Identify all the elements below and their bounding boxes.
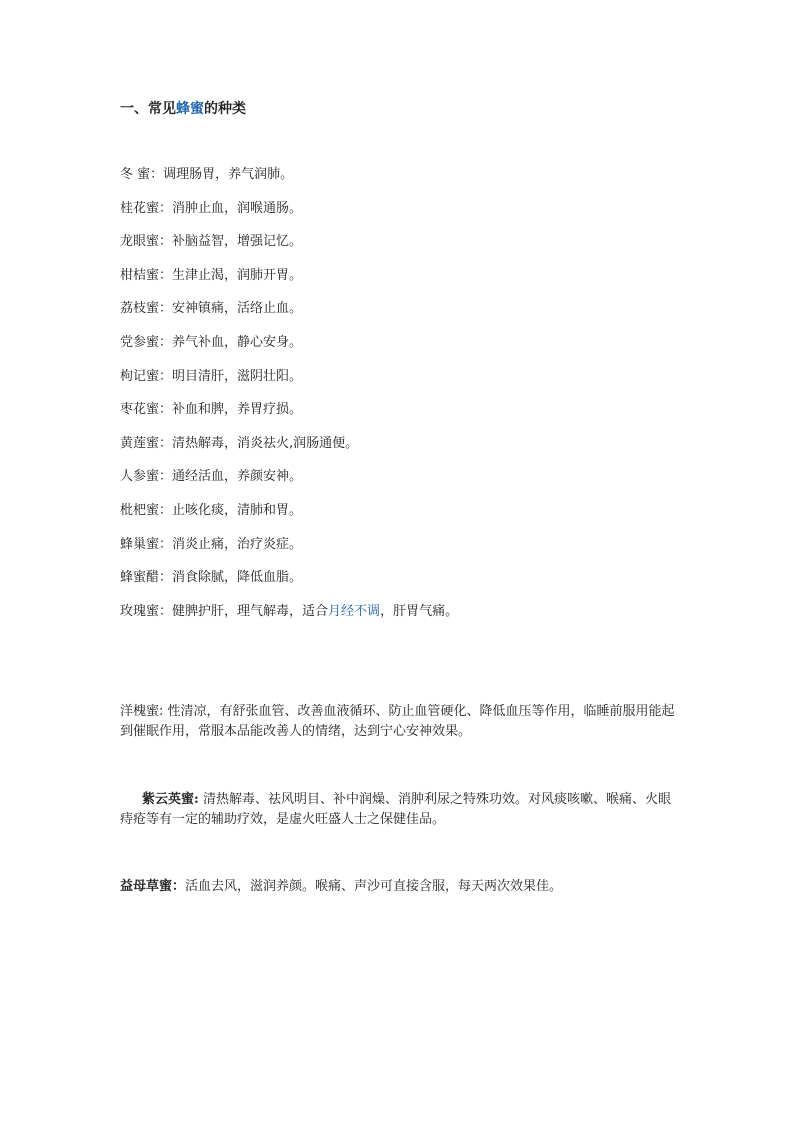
honey-name: 枸记蜜 <box>120 368 160 384</box>
paragraph-ziyunying <box>120 790 680 830</box>
honey-effect: 安神镇痛，活络止血。 <box>172 301 303 317</box>
list-item <box>120 267 458 301</box>
separator: ： <box>159 435 173 451</box>
list-item-rose <box>120 603 458 637</box>
paragraph-text: 性清凉，有舒张血管、改善血液循环、防止血管硬化、降低血压等作用，临睡前服用能起到催眠作用，常服本品能改善人的情绪，达到宁心安神效果。 <box>120 704 675 739</box>
honey-effect: 补脑益智，增强记忆。 <box>172 234 303 250</box>
honey-name: 龙眼蜜 <box>120 234 160 250</box>
list-item <box>120 334 458 368</box>
separator: ： <box>159 200 173 216</box>
honey-effect: 消肿止血，润喉通肠。 <box>172 200 303 216</box>
list-item <box>120 233 458 267</box>
paragraph-name: 紫云英蜜 <box>142 792 195 807</box>
list-item <box>120 401 458 435</box>
paragraph-name: 洋槐蜜 <box>120 704 160 719</box>
separator: ： <box>159 603 173 619</box>
list-item <box>120 435 458 469</box>
honey-effect: 明目清肝，滋阴壮阳。 <box>172 368 303 384</box>
honey-name: 柑桔蜜 <box>120 267 160 283</box>
honey-link[interactable]: 蜂蜜 <box>176 101 204 117</box>
honey-name: 黄莲蜜 <box>120 435 160 451</box>
separator: ： <box>172 879 186 894</box>
honey-type-list <box>120 166 458 636</box>
honey-effect: 生津止渴，润肺开胃。 <box>172 267 303 283</box>
honey-name: 枣花蜜 <box>120 402 160 418</box>
honey-effect: 消炎止痛，治疗炎症。 <box>172 536 303 552</box>
honey-name: 蜂巢蜜 <box>120 536 160 552</box>
menstrual-link[interactable]: 月经不调 <box>328 603 381 619</box>
list-item <box>120 166 458 200</box>
separator: ： <box>159 334 173 350</box>
separator: ： <box>159 469 173 485</box>
separator: ： <box>159 368 173 384</box>
heading-suffix: 的种类 <box>204 101 246 117</box>
paragraph-text: 清热解毒、祛风明目、补中润燥、消肿利尿之特殊功效。对风痰咳嗽、喉痛、火眼痔疮等有一定的辅助疗效，是虚火旺盛人士之保健佳品。 <box>120 792 671 827</box>
honey-effect-tail: ，肝胃气痛。 <box>380 603 459 619</box>
honey-effect: 补血和脾，养胃疗损。 <box>172 402 303 418</box>
heading-prefix: 一、常见 <box>120 101 176 117</box>
section-heading <box>120 100 246 118</box>
paragraph-yanghuai <box>120 702 680 742</box>
honey-name: 荔枝蜜 <box>120 301 160 317</box>
list-item <box>120 200 458 234</box>
separator: ： <box>159 536 173 552</box>
honey-effect: 止咳化痰，清肺和胃。 <box>172 502 303 518</box>
separator: ： <box>159 267 173 283</box>
paragraph-text: 活血去风，滋润养颜。喉痛、声沙可直接含服，每天两次效果佳。 <box>185 879 563 894</box>
separator: ： <box>159 234 173 250</box>
paragraph-name: 益母草蜜 <box>120 879 173 894</box>
honey-effect: 调理肠胃，养气润肺。 <box>163 167 294 182</box>
separator: ： <box>159 301 173 317</box>
paragraph-yimucao <box>120 877 680 897</box>
honey-effect: 消食除腻，降低血脂。 <box>172 570 303 586</box>
list-item <box>120 569 458 603</box>
separator: : <box>159 704 164 719</box>
honey-effect: 通经活血，养颜安神。 <box>172 469 303 485</box>
honey-name: 玫瑰蜜 <box>120 603 160 619</box>
honey-name: 人参蜜 <box>120 469 160 485</box>
honey-name: 党参蜜 <box>120 334 160 350</box>
honey-effect: 健脾护肝，理气解毒，适合 <box>172 603 329 619</box>
list-item <box>120 502 458 536</box>
separator: ： <box>150 167 164 182</box>
honey-name: 冬 蜜 <box>120 167 151 182</box>
honey-name: 蜂蜜醋 <box>120 570 160 586</box>
separator: ： <box>159 402 173 418</box>
honey-effect: 养气补血，静心安身。 <box>172 334 303 350</box>
list-item <box>120 368 458 402</box>
separator: ： <box>159 570 173 586</box>
honey-name: 桂花蜜 <box>120 200 160 216</box>
honey-effect: 清热解毒，消炎祛火,润肠通便。 <box>172 435 359 451</box>
honey-name: 枇杷蜜 <box>120 502 160 518</box>
separator: : <box>194 792 199 807</box>
separator: ： <box>159 502 173 518</box>
list-item <box>120 536 458 570</box>
list-item <box>120 300 458 334</box>
list-item <box>120 468 458 502</box>
